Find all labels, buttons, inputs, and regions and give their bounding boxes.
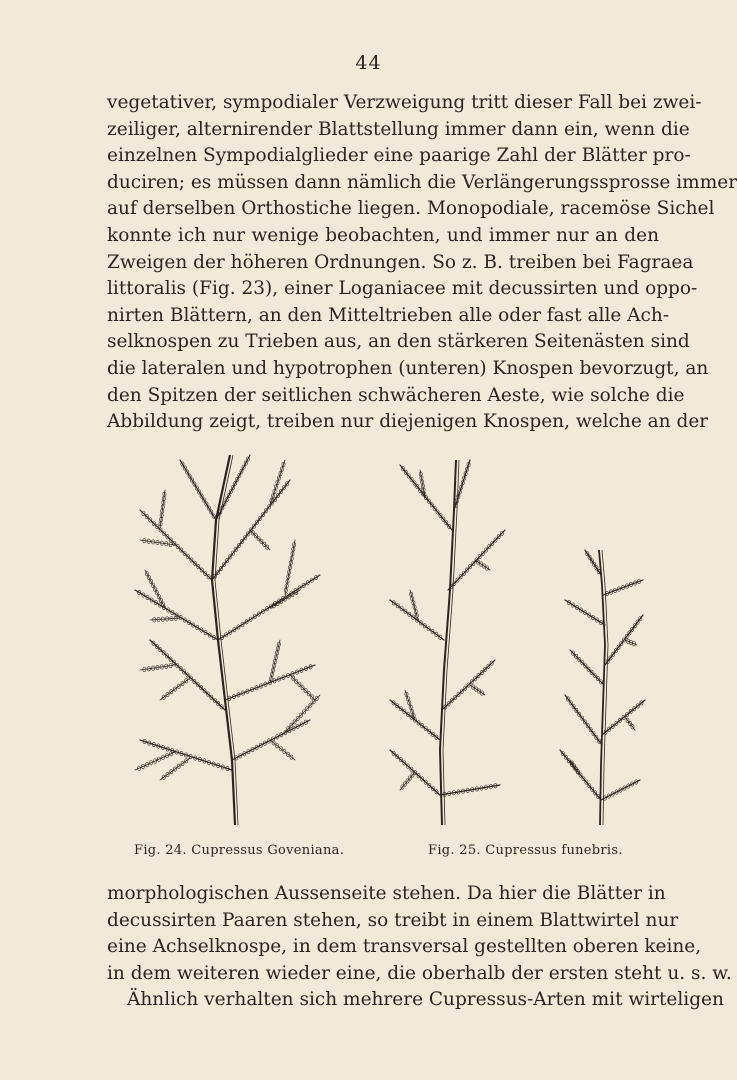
cypress-branch-drawing bbox=[380, 450, 510, 830]
text-line: in dem weiteren wieder eine, die oberhalb der ersten steht u. s. w. bbox=[107, 962, 732, 984]
figure-cupressus-goveniana bbox=[120, 440, 330, 830]
text-line: zeiliger, alternirender Blattstellung immer dann ein, wenn die bbox=[107, 118, 690, 140]
figure-cupressus-funebris-left bbox=[380, 450, 510, 830]
text-line: duciren; es müssen dann nämlich die Verlängerungssprosse immer bbox=[107, 171, 737, 193]
text-line: die lateralen und hypotrophen (unteren) Knospen bevorzugt, an bbox=[107, 357, 709, 379]
cypress-branch-drawing bbox=[120, 440, 330, 830]
figure-cupressus-funebris-right bbox=[555, 545, 655, 830]
text-line: decussirten Paaren stehen, so treibt in einem Blattwirtel nur bbox=[107, 909, 679, 931]
text-line: Zweigen der höheren Ordnungen. So z. B. treiben bei Fagraea bbox=[107, 251, 694, 273]
text-line: vegetativer, sympodialer Verzweigung tritt dieser Fall bei zwei- bbox=[107, 92, 702, 113]
cypress-branch-drawing bbox=[555, 545, 655, 830]
text-line: auf derselben Orthostiche liegen. Monopodiale, racemöse Sichel bbox=[107, 198, 715, 220]
paragraph-top bbox=[107, 90, 737, 436]
text-line: selknospen zu Trieben aus, an den stärkeren Seitenästen sind bbox=[107, 331, 690, 353]
text-line: littoralis (Fig. 23), einer Loganiacee mit decussirten und oppo- bbox=[107, 278, 698, 300]
figure-24-caption: Fig. 24. Cupressus Goveniana. bbox=[134, 843, 345, 858]
text-line: konnte ich nur wenige beobachten, und immer nur an den bbox=[107, 224, 659, 246]
text-line: morphologischen Aussenseite stehen. Da hier die Blätter in bbox=[107, 883, 666, 904]
text-line: Abbildung zeigt, treiben nur diejenigen Knospen, welche an der bbox=[107, 411, 709, 433]
figure-25-caption: Fig. 25. Cupressus funebris. bbox=[428, 843, 623, 858]
text-line: den Spitzen der seitlichen schwächeren Aeste, wie solche die bbox=[107, 384, 685, 406]
page-number: 44 bbox=[355, 52, 382, 74]
text-line: eine Achselknospe, in dem transversal gestellten oberen keine, bbox=[107, 936, 702, 958]
text-line: einzelnen Sympodialglieder eine paarige Zahl der Blätter pro- bbox=[107, 145, 691, 167]
text-line: Ähnlich verhalten sich mehrere Cupressus-Arten mit wirteligen bbox=[127, 989, 724, 1011]
paragraph-bottom bbox=[107, 881, 732, 1014]
text-line: nirten Blättern, an den Mitteltrieben alle oder fast alle Ach- bbox=[107, 304, 670, 326]
